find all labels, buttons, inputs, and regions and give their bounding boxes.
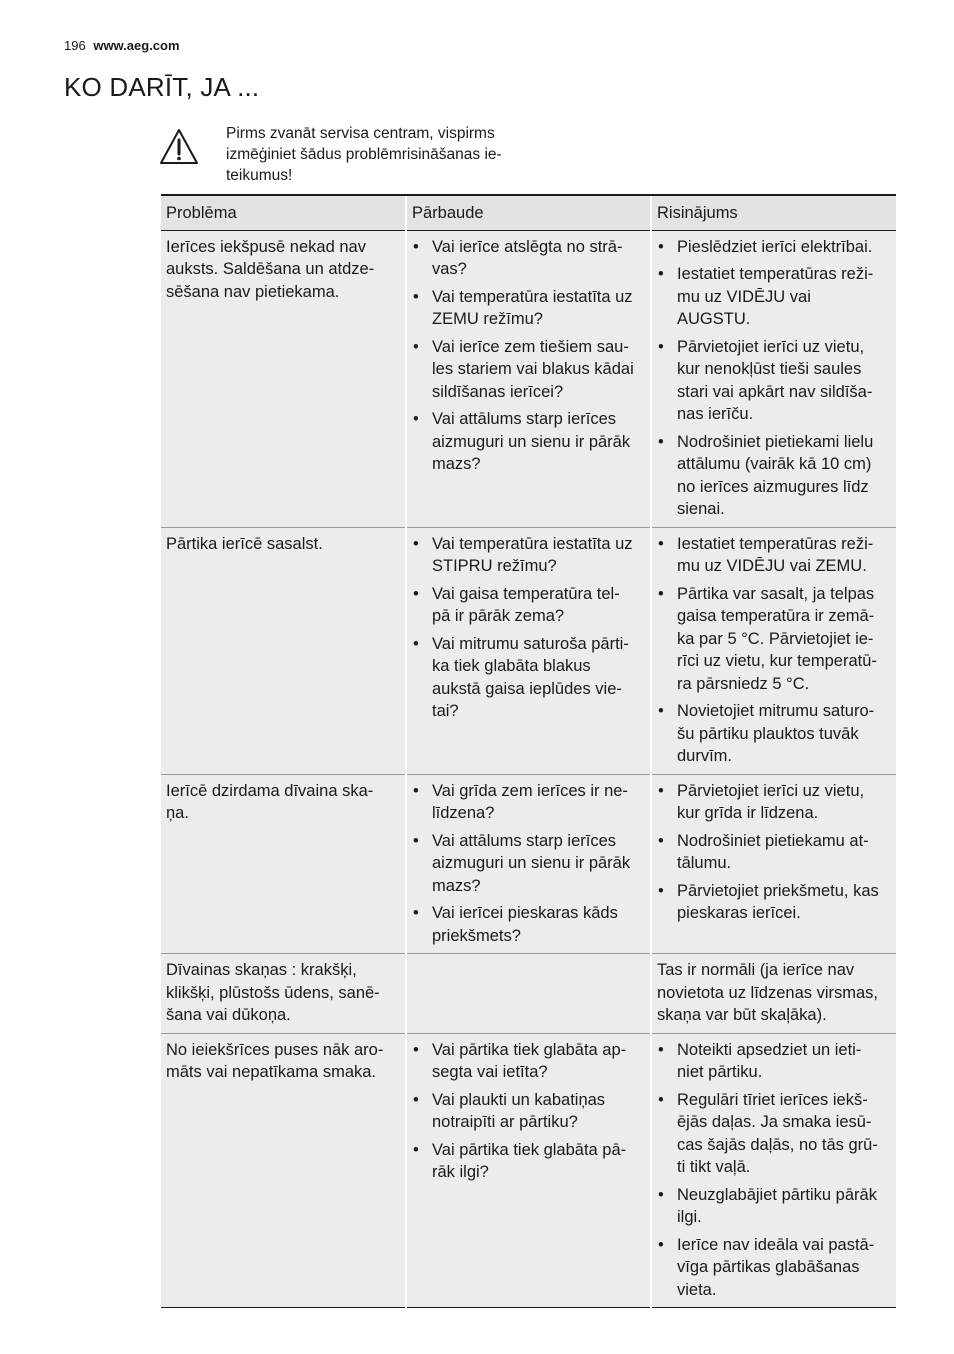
problem-line: No ieiekšrīces puses nāk aro-: [166, 1040, 384, 1059]
check-line: • Vai grīda zem ierīces ir ne-: [432, 781, 628, 800]
check-line: aizmuguri un sienu ir pārāk: [432, 432, 631, 451]
check-line: līdzena?: [432, 804, 495, 822]
check-line: sildīšanas ierīcei?: [432, 382, 564, 401]
solution-line: • Pārvietojiet ierīci uz vietu,: [677, 781, 865, 800]
solution-line: šu pārtiku plauktos tuvāk: [677, 724, 859, 743]
solution-item: [657, 533, 888, 578]
check-line: les stariem vai blakus kādai: [432, 360, 634, 378]
warning-line: izmēģiniet šādus problēmrisināšanas ie-: [226, 146, 502, 163]
solution-item: [657, 1039, 888, 1084]
check-line: segta vai ietīta?: [432, 1063, 548, 1081]
solution-item: [657, 431, 888, 521]
solution-line: stari vai apkārt nav sildīša-: [677, 382, 873, 401]
problem-line: klikšķi, plūstošs ūdens, sanē-: [166, 983, 380, 1002]
solution-line: • Novietojiet mitrumu saturo-: [677, 702, 875, 720]
solution-line: sienai.: [677, 500, 725, 518]
solution-line: pieskaras ierīcei.: [677, 904, 801, 922]
check-cell: [406, 1033, 651, 1308]
check-line: tai?: [432, 702, 459, 720]
solution-item: [657, 583, 888, 696]
check-item: [412, 583, 642, 628]
problem-line: šana vai dūkoņa.: [166, 1006, 291, 1024]
check-line: • Vai attālums starp ierīces: [432, 410, 617, 428]
problem-line: Ierīces iekšpusē nekad nav: [166, 237, 366, 256]
check-line: • Vai temperatūra iestatīta uz: [432, 287, 633, 306]
solution-line: cas šajās daļās, no tās grū-: [677, 1135, 878, 1154]
table-row: [161, 1033, 896, 1308]
solution-line: ka par 5 °C. Pārvietojiet ie-: [677, 629, 874, 648]
check-line: aukstā gaisa ieplūdes vie-: [432, 679, 622, 698]
check-line: pā ir pārāk zema?: [432, 607, 565, 625]
check-line: vas?: [432, 260, 467, 278]
check-item: [412, 830, 642, 898]
solution-cell: [651, 230, 896, 527]
column-header-problem: Problēma: [161, 195, 406, 230]
problem-cell: [161, 774, 406, 954]
solution-item: [657, 700, 888, 768]
check-item: [412, 236, 642, 281]
check-line: • Vai ierīce atslēgta no strā-: [432, 237, 623, 256]
solution-line: • Nodrošiniet pietiekamu at-: [677, 831, 869, 850]
solution-line: ilgi.: [677, 1208, 702, 1226]
solution-line: skaņa var būt skaļāka).: [657, 1006, 827, 1024]
check-line: • Vai pārtika tiek glabāta pā-: [432, 1140, 627, 1159]
check-item: [412, 1039, 642, 1084]
solution-line: nas ierīču.: [677, 405, 754, 423]
problem-line: auksts. Saldēšana un atdze-: [166, 260, 375, 278]
solution-line: • Pārvietojiet priekšmetu, kas: [677, 881, 879, 900]
problem-cell: [161, 954, 406, 1034]
solution-item: [657, 830, 888, 875]
check-cell: [406, 230, 651, 527]
solution-list: [657, 236, 888, 521]
solution-line: tālumu.: [677, 854, 732, 872]
warning-triangle-icon: [158, 127, 200, 167]
troubleshooting-table: [161, 194, 896, 1308]
solution-cell: [651, 1033, 896, 1308]
warning-line: Pirms zvanāt servisa centram, vispirms: [226, 125, 495, 142]
check-line: ka tiek glabāta blakus: [432, 657, 591, 675]
problem-line: māts vai nepatīkama smaka.: [166, 1063, 377, 1081]
check-item: [412, 1089, 642, 1134]
page-number: 196: [64, 38, 86, 53]
check-line: • Vai pārtika tiek glabāta ap-: [432, 1040, 627, 1059]
solution-line: attālumu (vairāk kā 10 cm): [677, 455, 872, 473]
solution-line: • Iestatiet temperatūras reži-: [677, 534, 874, 553]
solution-line: kur nenokļūst tieši saules: [677, 360, 862, 378]
table-row: [161, 954, 896, 1034]
check-line: • Vai mitrumu saturoša pārti-: [432, 634, 629, 653]
check-item: [412, 780, 642, 825]
solution-line: • Pieslēdziet ierīci elektrībai.: [677, 237, 873, 256]
page-header: [64, 38, 180, 53]
solution-item: [657, 336, 888, 426]
solution-line: AUGSTU.: [677, 310, 751, 328]
check-cell: [406, 954, 651, 1034]
solution-item: [657, 780, 888, 825]
check-item: [412, 336, 642, 404]
solution-item: [657, 263, 888, 331]
table-body: [161, 230, 896, 1308]
solution-line: durvīm.: [677, 747, 733, 765]
solution-line: • Pārtika var sasalt, ja telpas: [677, 584, 875, 603]
solution-line: ējās daļas. Ja smaka iesū-: [677, 1113, 872, 1131]
check-line: • Vai ierīcei pieskaras kāds: [432, 904, 618, 922]
solution-line: vieta.: [677, 1280, 717, 1299]
check-list: [412, 236, 642, 476]
problem-cell: [161, 230, 406, 527]
table-row: [161, 230, 896, 527]
solution-line: • Regulāri tīriet ierīces iekš-: [677, 1090, 868, 1109]
table-row: [161, 527, 896, 774]
problem-line: Dīvainas skaņas : krakšķi,: [166, 961, 357, 979]
solution-line: • Neuzglabājiet pārtiku pārāk: [677, 1185, 877, 1204]
solution-item: [657, 1184, 888, 1229]
solution-line: vīga pārtikas glabāšanas: [677, 1258, 860, 1276]
check-line: • Vai temperatūra iestatīta uz: [432, 534, 633, 553]
check-cell: [406, 774, 651, 954]
check-line: rāk ilgi?: [432, 1163, 489, 1181]
solution-line: • Noteikti apsedziet un ieti-: [677, 1040, 862, 1059]
problem-cell: [161, 527, 406, 774]
check-line: • Vai plaukti un kabatiņas: [432, 1090, 606, 1109]
page-title: KO DARĪT, JA ...: [64, 72, 260, 102]
solution-cell: [651, 774, 896, 954]
solution-line: • Nodrošiniet pietiekami lielu: [677, 432, 874, 451]
check-line: mazs?: [432, 455, 481, 473]
solution-line: • Ierīce nav ideāla vai pastā-: [677, 1235, 875, 1254]
problem-line: sēšana nav pietiekama.: [166, 282, 340, 301]
check-item: [412, 1139, 642, 1184]
solution-line: no ierīces aizmugures līdz: [677, 477, 869, 496]
check-line: • Vai gaisa temperatūra tel-: [432, 584, 620, 603]
check-item: [412, 533, 642, 578]
check-item: [412, 408, 642, 476]
solution-line: • Pārvietojiet ierīci uz vietu,: [677, 337, 865, 356]
solution-line: Tas ir normāli (ja ierīce nav: [657, 961, 855, 979]
solution-line: kur grīda ir līdzena.: [677, 804, 819, 822]
solution-item: [657, 880, 888, 925]
solution-item: [657, 1089, 888, 1179]
check-list: [412, 1039, 642, 1184]
table-row: [161, 774, 896, 954]
check-line: notraipīti ar pārtiku?: [432, 1113, 578, 1131]
warning-line: teikumus!: [226, 167, 293, 184]
solution-line: rīci uz vietu, kur temperatū-: [677, 652, 877, 670]
website-url: www.aeg.com: [93, 38, 180, 53]
table-header-row: [161, 195, 896, 230]
solution-line: niet pārtiku.: [677, 1063, 763, 1081]
check-item: [412, 286, 642, 331]
check-line: aizmuguri un sienu ir pārāk: [432, 854, 631, 872]
check-cell: [406, 527, 651, 774]
solution-line: novietota uz līdzenas virsmas,: [657, 983, 879, 1002]
problem-line: Pārtika ierīcē sasalst.: [166, 534, 323, 553]
solution-list: [657, 780, 888, 925]
check-line: priekšmets?: [432, 926, 521, 945]
check-line: • Vai ierīce zem tiešiem sau-: [432, 337, 629, 356]
check-list: [412, 533, 642, 723]
check-item: [412, 633, 642, 723]
check-line: mazs?: [432, 876, 481, 895]
solution-cell: [651, 527, 896, 774]
solution-line: • Iestatiet temperatūras reži-: [677, 265, 874, 283]
check-list: [412, 780, 642, 948]
solution-item: [657, 236, 888, 259]
check-line: STIPRU režīmu?: [432, 557, 557, 575]
check-item: [412, 902, 642, 947]
check-line: • Vai attālums starp ierīces: [432, 831, 617, 850]
warning-text: [226, 123, 526, 186]
solution-item: [657, 1234, 888, 1302]
solution-cell: [651, 954, 896, 1034]
check-line: ZEMU režīmu?: [432, 310, 543, 328]
solution-line: gaisa temperatūra ir zemā-: [677, 607, 875, 625]
solution-line: mu uz VIDĒJU vai ZEMU.: [677, 557, 867, 575]
problem-line: Ierīcē dzirdama dīvaina ska-: [166, 781, 374, 800]
solution-list: [657, 1039, 888, 1302]
problem-line: ņa.: [166, 804, 189, 822]
problem-cell: [161, 1033, 406, 1308]
solution-line: ra pārsniedz 5 °C.: [677, 674, 810, 693]
column-header-solution: Risinājums: [651, 195, 896, 230]
solution-line: ti tikt vaļā.: [677, 1158, 751, 1176]
solution-list: [657, 533, 888, 768]
column-header-check: Pārbaude: [406, 195, 651, 230]
solution-line: mu uz VIDĒJU vai: [677, 287, 811, 306]
